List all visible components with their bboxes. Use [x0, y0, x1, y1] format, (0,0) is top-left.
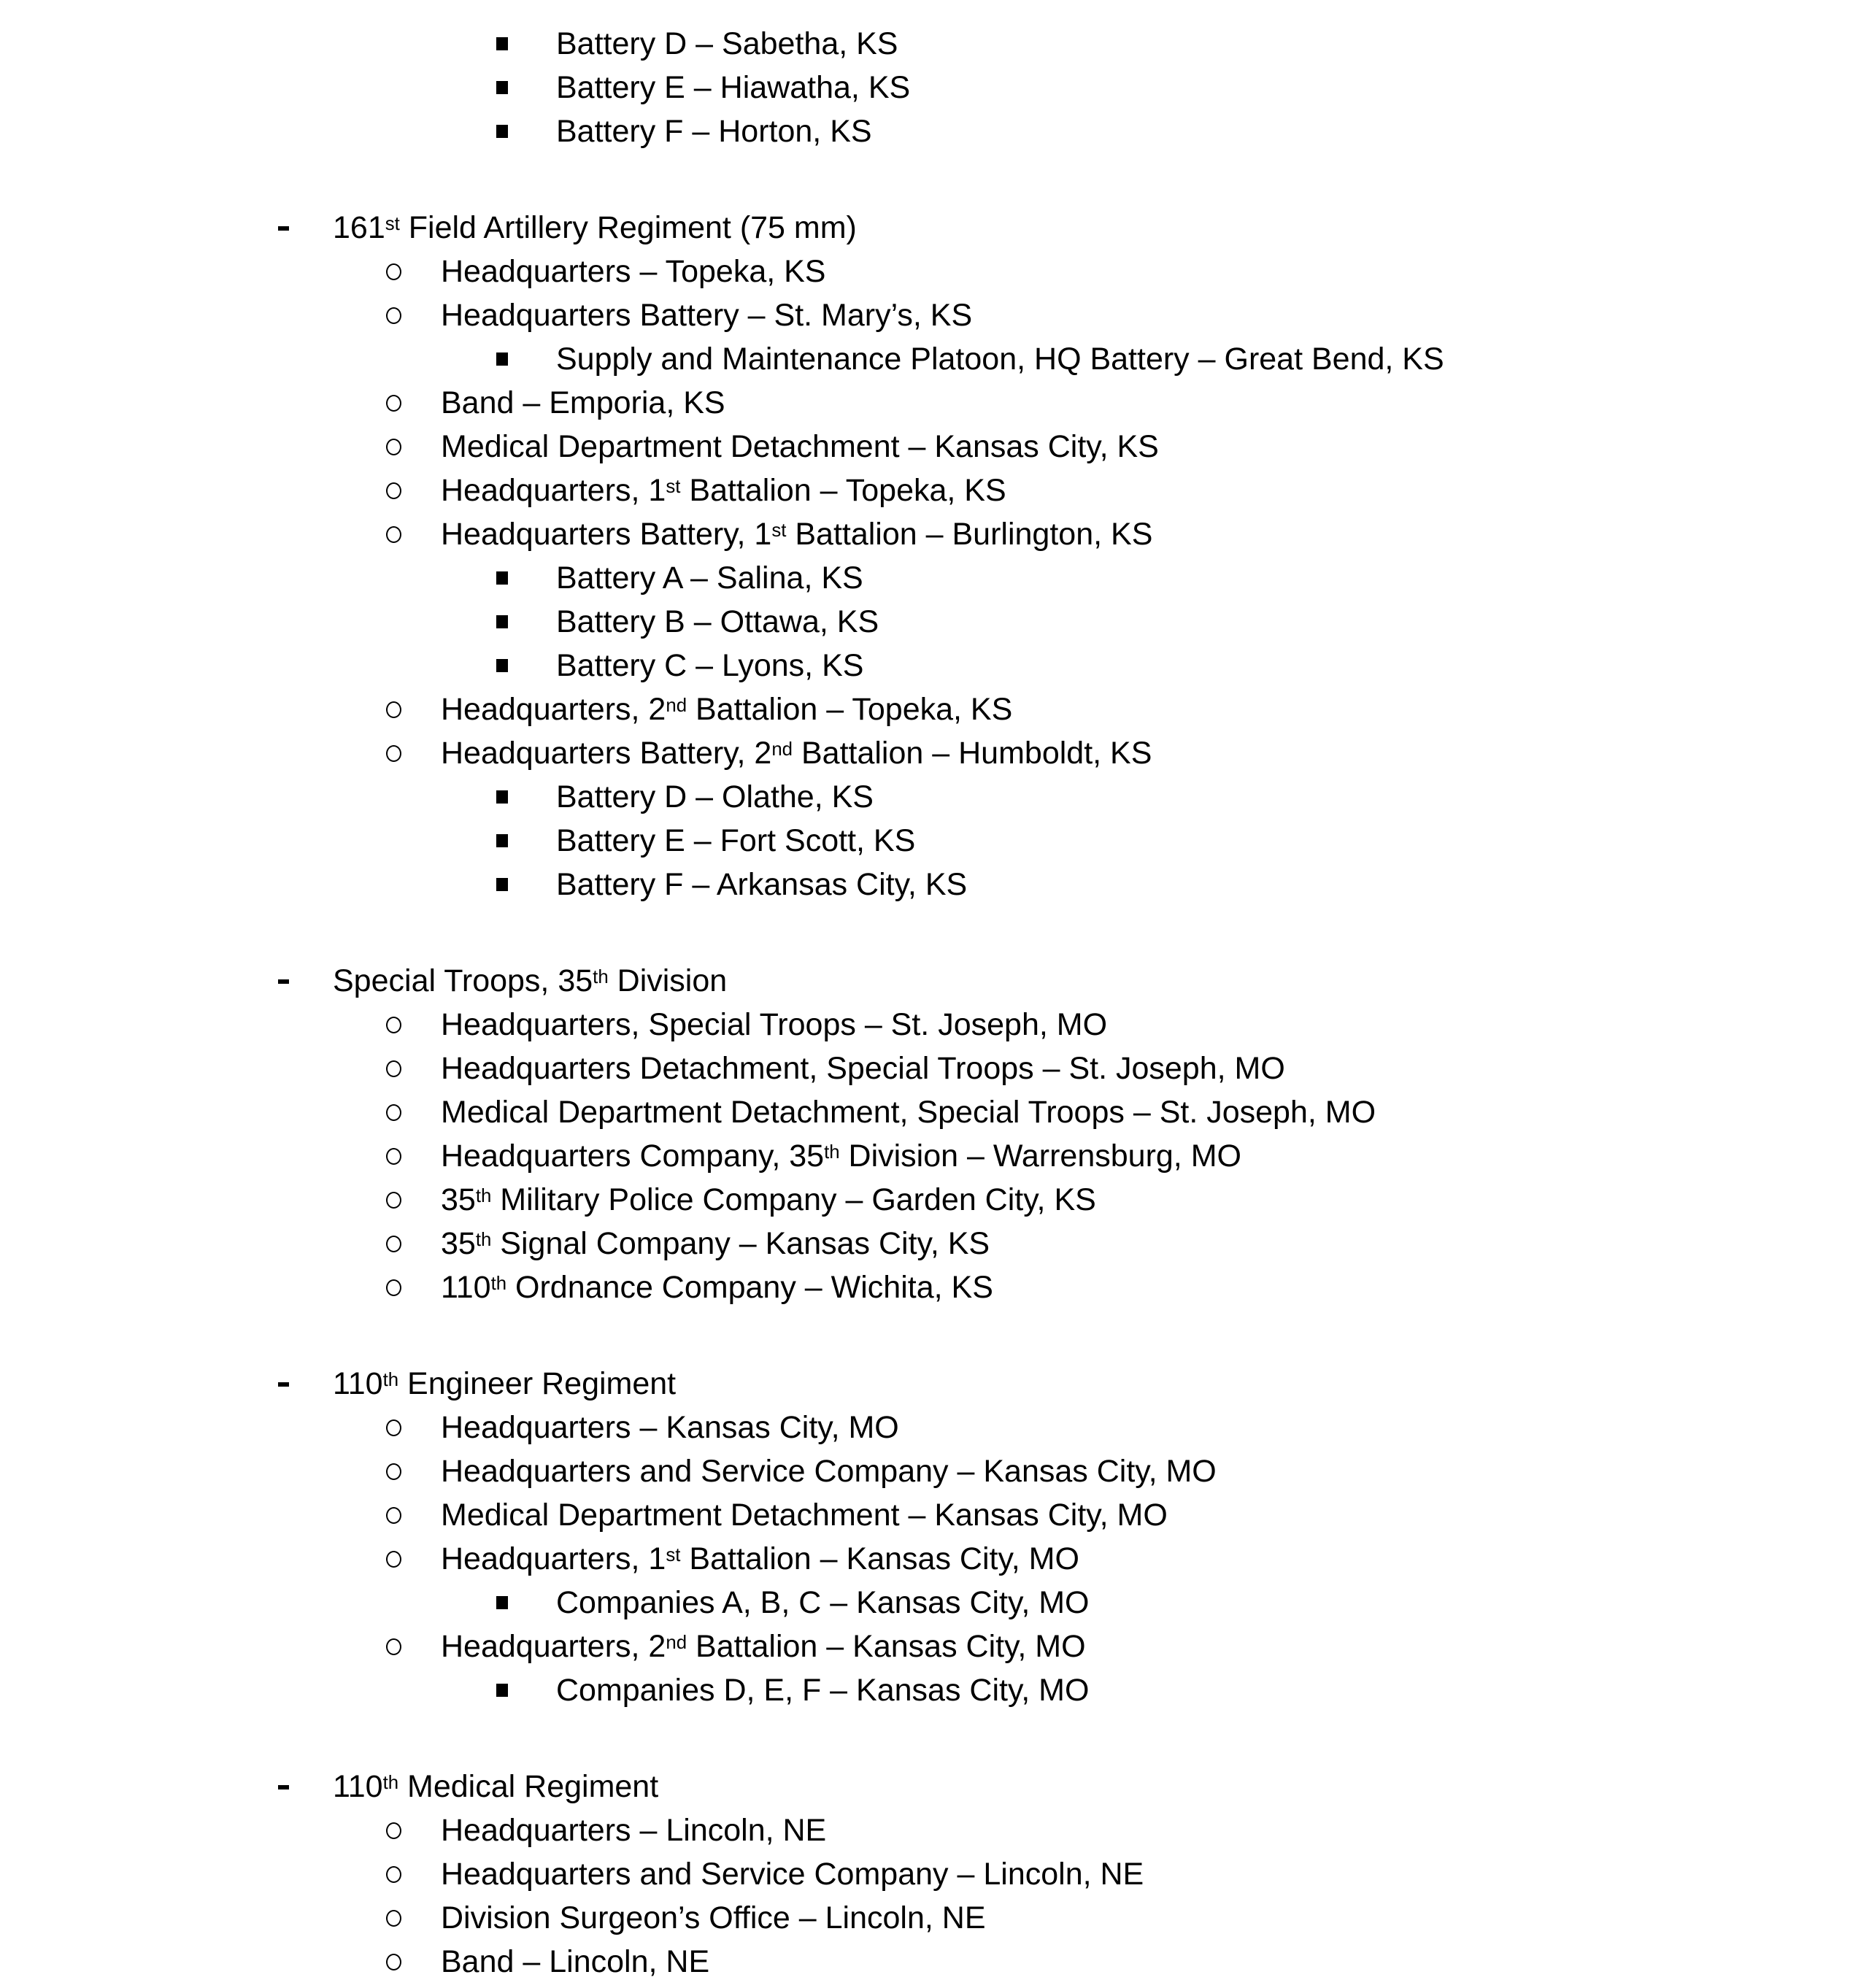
list-item-text: Band – Lincoln, NE [441, 1944, 710, 1979]
circle-bullet-icon [386, 1134, 441, 1178]
square-bullet-icon [496, 878, 508, 891]
circle-bullet-icon [386, 293, 441, 337]
list-item [0, 381, 1861, 425]
list-item [0, 819, 1861, 863]
list-item [0, 863, 1861, 906]
circle-bullet-icon [386, 1822, 401, 1839]
list-item [0, 1625, 1861, 1668]
square-bullet-icon [496, 556, 556, 600]
circle-bullet-icon [386, 381, 441, 425]
list-item [0, 425, 1861, 469]
list-item [0, 1668, 1861, 1712]
circle-bullet-icon [386, 1625, 441, 1668]
circle-bullet-icon [386, 1463, 401, 1480]
circle-bullet-icon [386, 1419, 401, 1436]
circle-bullet-icon [386, 1954, 401, 1970]
circle-bullet-icon [386, 1507, 401, 1524]
list-item-text: Companies D, E, F – Kansas City, MO [556, 1673, 1090, 1708]
square-bullet-icon [496, 81, 508, 94]
square-bullet-icon [496, 659, 508, 672]
square-bullet-icon [496, 834, 508, 847]
list-item [0, 1808, 1861, 1852]
list-item-text: Headquarters and Service Company – Lincoln, NE [441, 1857, 1144, 1892]
list-item-text: 35th Signal Company – Kansas City, KS [441, 1226, 990, 1261]
circle-bullet-icon [386, 1896, 441, 1940]
dash-bullet-icon [278, 206, 333, 250]
circle-bullet-icon [386, 526, 401, 543]
list-item-text: Battery F – Arkansas City, KS [556, 867, 968, 902]
dash-bullet-icon [278, 1785, 289, 1789]
square-bullet-icon [496, 790, 508, 804]
list-item-text: Division Surgeon’s Office – Lincoln, NE [441, 1900, 986, 1935]
list-item-text: Battery F – Horton, KS [556, 114, 872, 149]
circle-bullet-icon [386, 1808, 441, 1852]
circle-bullet-icon [386, 439, 401, 455]
list-item-text: Battery D – Olathe, KS [556, 779, 874, 814]
circle-bullet-icon [386, 1192, 401, 1209]
square-bullet-icon [496, 22, 556, 66]
list-section [0, 22, 1861, 153]
circle-bullet-icon [386, 1279, 401, 1296]
list-item-text: Medical Department Detachment, Special Troops – St. Joseph, MO [441, 1095, 1376, 1130]
list-item [0, 1537, 1861, 1581]
list-section [0, 959, 1861, 1309]
circle-bullet-icon [386, 250, 441, 293]
square-bullet-icon [496, 109, 556, 153]
list-item [0, 1493, 1861, 1537]
circle-bullet-icon [386, 1222, 441, 1265]
list-item-text: Headquarters, 1st Battalion – Kansas City, MO [441, 1541, 1079, 1576]
square-bullet-icon [496, 571, 508, 585]
circle-bullet-icon [386, 1060, 401, 1077]
square-bullet-icon [496, 66, 556, 109]
list-item [0, 1003, 1861, 1047]
circle-bullet-icon [386, 687, 441, 731]
square-bullet-icon [496, 37, 508, 50]
list-item-text: Headquarters Battery, 1st Battalion – Burlington, KS [441, 517, 1153, 552]
list-item-text: 110th Medical Regiment [333, 1769, 659, 1804]
list-item [0, 600, 1861, 644]
circle-bullet-icon [386, 425, 441, 469]
list-item-text: Headquarters and Service Company – Kansas City, MO [441, 1454, 1217, 1489]
list-item [0, 1265, 1861, 1309]
list-item [0, 1222, 1861, 1265]
square-bullet-icon [496, 819, 556, 863]
circle-bullet-icon [386, 263, 401, 280]
square-bullet-icon [496, 615, 508, 628]
list-item [0, 512, 1861, 556]
circle-bullet-icon [386, 1236, 401, 1252]
circle-bullet-icon [386, 1265, 441, 1309]
circle-bullet-icon [386, 469, 441, 512]
list-item [0, 556, 1861, 600]
list-item-text: 110th Engineer Regiment [333, 1366, 677, 1401]
circle-bullet-icon [386, 1406, 441, 1449]
dash-bullet-icon [278, 979, 289, 984]
list-section [0, 206, 1861, 906]
list-section [0, 1362, 1861, 1712]
circle-bullet-icon [386, 731, 441, 775]
list-item-text: Battery C – Lyons, KS [556, 648, 864, 683]
list-item-text: Headquarters Company, 35th Division – Warrensburg, MO [441, 1139, 1241, 1174]
list-item-text: 161st Field Artillery Regiment (75 mm) [333, 210, 857, 245]
list-item [0, 1362, 1861, 1406]
circle-bullet-icon [386, 1940, 441, 1984]
circle-bullet-icon [386, 1638, 401, 1655]
dash-bullet-icon [278, 1382, 289, 1387]
circle-bullet-icon [386, 1449, 441, 1493]
list-item [0, 1406, 1861, 1449]
list-item [0, 1896, 1861, 1940]
circle-bullet-icon [386, 1017, 401, 1033]
list-item-text: Medical Department Detachment – Kansas City, MO [441, 1498, 1168, 1533]
square-bullet-icon [496, 600, 556, 644]
list-item [0, 731, 1861, 775]
list-item [0, 644, 1861, 687]
list-item-text: Headquarters – Topeka, KS [441, 254, 826, 289]
list-item [0, 1047, 1861, 1090]
circle-bullet-icon [386, 1551, 401, 1568]
list-item-text: Battery E – Hiawatha, KS [556, 70, 911, 105]
circle-bullet-icon [386, 1178, 441, 1222]
dash-bullet-icon [278, 1765, 333, 1808]
list-item [0, 1090, 1861, 1134]
list-item [0, 22, 1861, 66]
list-item-text: Band – Emporia, KS [441, 385, 725, 420]
list-item-text: Headquarters, 1st Battalion – Topeka, KS [441, 473, 1006, 508]
list-item [0, 1134, 1861, 1178]
square-bullet-icon [496, 1684, 508, 1697]
circle-bullet-icon [386, 1493, 441, 1537]
list-item-text: Medical Department Detachment – Kansas City, KS [441, 429, 1159, 464]
square-bullet-icon [496, 125, 508, 138]
circle-bullet-icon [386, 307, 401, 324]
list-item [0, 687, 1861, 731]
circle-bullet-icon [386, 1047, 441, 1090]
circle-bullet-icon [386, 1003, 441, 1047]
square-bullet-icon [496, 1668, 556, 1712]
square-bullet-icon [496, 1581, 556, 1625]
dash-bullet-icon [278, 1362, 333, 1406]
list-item [0, 293, 1861, 337]
list-item-text: 110th Ordnance Company – Wichita, KS [441, 1270, 993, 1305]
list-item [0, 1449, 1861, 1493]
circle-bullet-icon [386, 1910, 401, 1927]
list-item [0, 775, 1861, 819]
list-item [0, 337, 1861, 381]
square-bullet-icon [496, 863, 556, 906]
list-item-text: 35th Military Police Company – Garden City, KS [441, 1182, 1096, 1217]
list-item [0, 959, 1861, 1003]
list-item-text: Battery A – Salina, KS [556, 560, 863, 596]
list-item-text: Battery B – Ottawa, KS [556, 604, 879, 639]
list-item [0, 109, 1861, 153]
circle-bullet-icon [386, 482, 401, 499]
square-bullet-icon [496, 775, 556, 819]
list-item [0, 1852, 1861, 1896]
list-item-text: Headquarters Battery, 2nd Battalion – Humboldt, KS [441, 736, 1152, 771]
list-item-text: Companies A, B, C – Kansas City, MO [556, 1585, 1090, 1620]
square-bullet-icon [496, 352, 508, 366]
list-item-text: Headquarters Detachment, Special Troops – St. Joseph, MO [441, 1051, 1285, 1086]
square-bullet-icon [496, 337, 556, 381]
dash-bullet-icon [278, 226, 289, 231]
list-item-text: Headquarters Battery – St. Mary’s, KS [441, 298, 973, 333]
list-item [0, 1940, 1861, 1984]
list-item-text: Special Troops, 35th Division [333, 963, 728, 998]
circle-bullet-icon [386, 512, 441, 556]
list-item-text: Battery D – Sabetha, KS [556, 26, 898, 61]
list-item [0, 1178, 1861, 1222]
list-item [0, 1581, 1861, 1625]
list-item-text: Headquarters – Lincoln, NE [441, 1813, 827, 1848]
circle-bullet-icon [386, 1537, 441, 1581]
list-item-text: Headquarters, 2nd Battalion – Topeka, KS [441, 692, 1013, 727]
list-item-text: Headquarters, Special Troops – St. Joseph, MO [441, 1007, 1108, 1042]
square-bullet-icon [496, 644, 556, 687]
circle-bullet-icon [386, 1104, 401, 1121]
circle-bullet-icon [386, 1852, 441, 1896]
square-bullet-icon [496, 1596, 508, 1609]
circle-bullet-icon [386, 745, 401, 762]
list-item-text: Headquarters, 2nd Battalion – Kansas City, MO [441, 1629, 1086, 1664]
dash-bullet-icon [278, 959, 333, 1003]
circle-bullet-icon [386, 1148, 401, 1165]
list-item [0, 66, 1861, 109]
list-item-text: Headquarters – Kansas City, MO [441, 1410, 899, 1445]
list-item [0, 1765, 1861, 1808]
circle-bullet-icon [386, 701, 401, 718]
list-item [0, 206, 1861, 250]
list-item [0, 250, 1861, 293]
circle-bullet-icon [386, 1090, 441, 1134]
list-section [0, 1765, 1861, 1984]
list-item-text: Battery E – Fort Scott, KS [556, 823, 916, 858]
list-item [0, 469, 1861, 512]
circle-bullet-icon [386, 395, 401, 412]
list-item-text: Supply and Maintenance Platoon, HQ Battery – Great Bend, KS [556, 342, 1444, 377]
circle-bullet-icon [386, 1866, 401, 1883]
